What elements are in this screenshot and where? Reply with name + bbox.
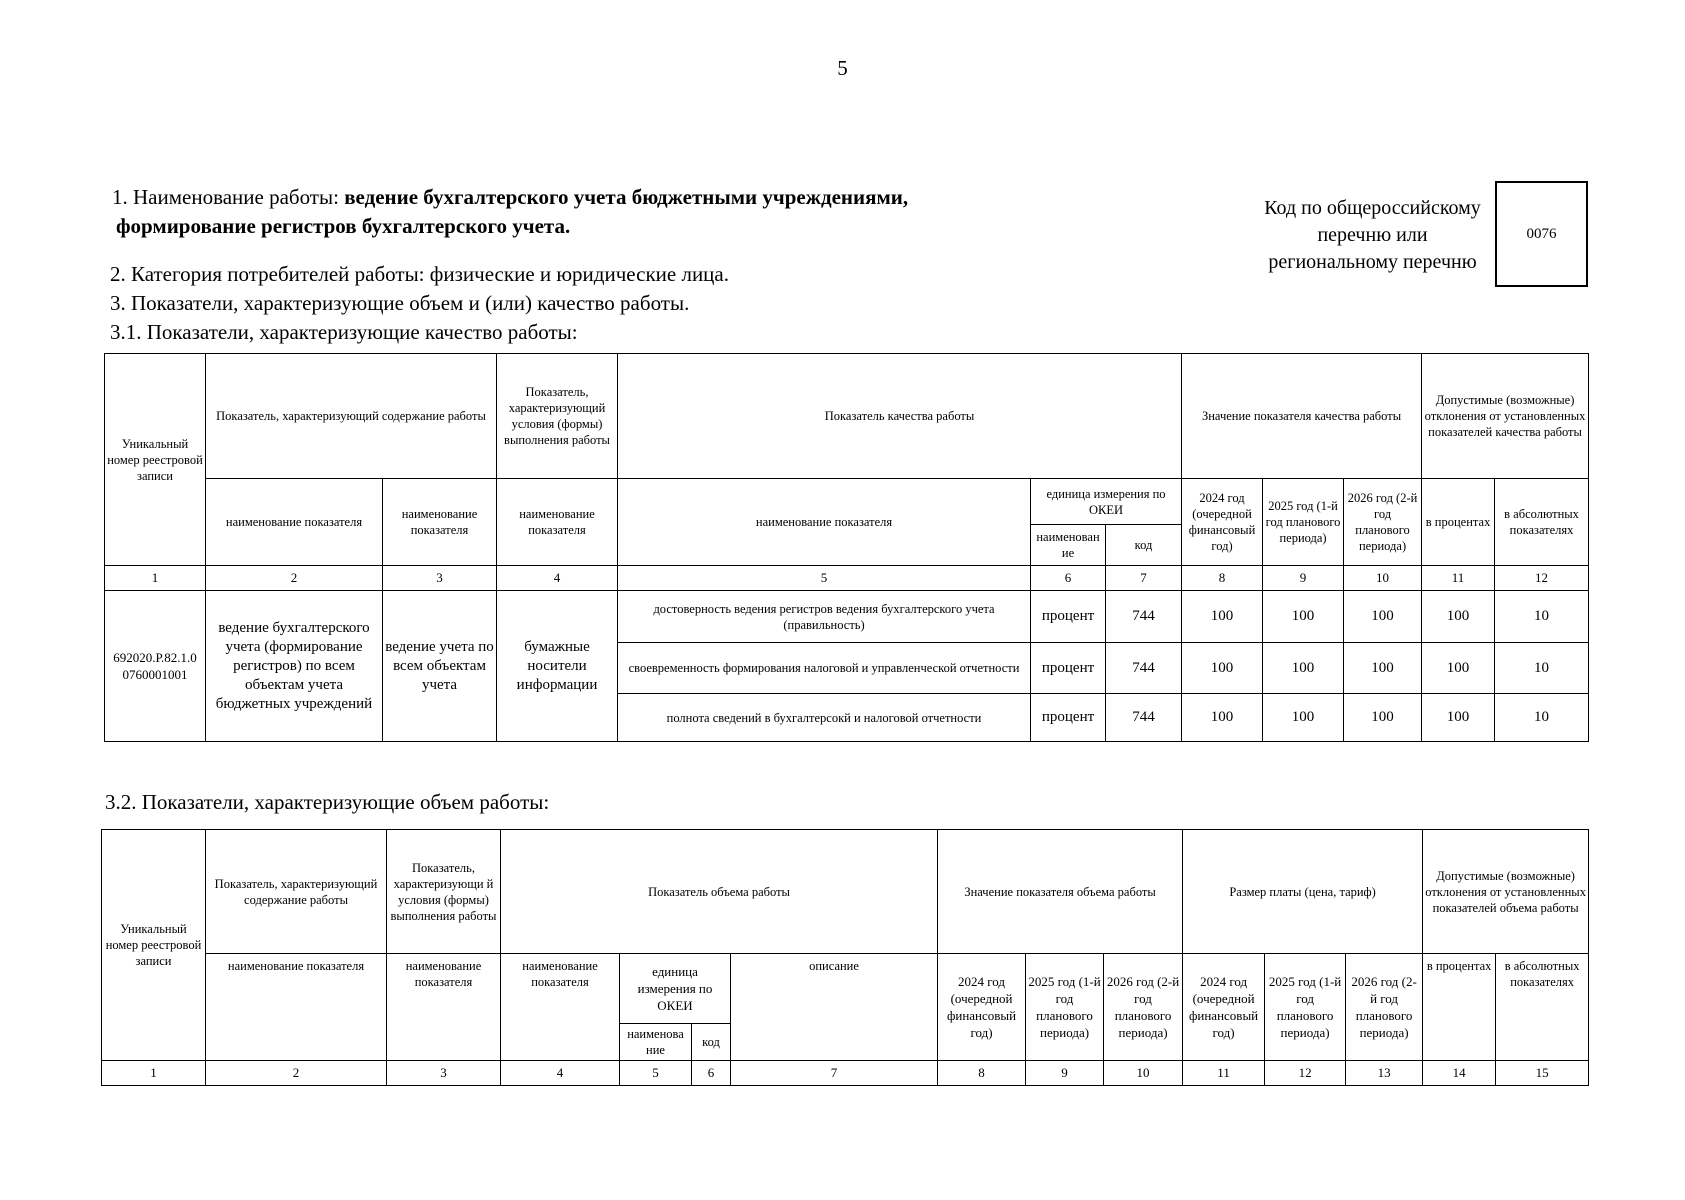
v-header-f2024: 2024 год (очередной финансовый год) <box>1183 954 1265 1061</box>
v-colnum: 11 <box>1183 1061 1265 1086</box>
q-row-code: 744 <box>1106 591 1182 643</box>
q-row-name: достоверность ведения регистров ведения бухгалтерского учета (правильность) <box>618 591 1031 643</box>
volume-table <box>101 829 1589 1086</box>
q-colnum: 10 <box>1344 566 1422 591</box>
v-header-y2026: 2026 год (2-й год планового периода) <box>1104 954 1183 1061</box>
v-colnum: 3 <box>387 1061 501 1086</box>
q-row-code: 744 <box>1106 694 1182 742</box>
q-row-y2025: 100 <box>1263 643 1344 694</box>
q-row-y2024: 100 <box>1182 694 1263 742</box>
work-name-line2 <box>116 213 570 240</box>
v-header-volume: Показатель объема работы <box>501 830 938 954</box>
q-header-content: Показатель, характеризующий содержание работы <box>206 354 497 479</box>
q-row-y2026: 100 <box>1344 643 1422 694</box>
work-name-line1 <box>112 184 908 211</box>
v-header-name1: наименование показателя <box>206 954 387 1061</box>
code-label <box>1255 195 1490 276</box>
q-row-y2026: 100 <box>1344 591 1422 643</box>
v-colnum: 5 <box>620 1061 692 1086</box>
q-header-y2026: 2026 год (2-й год планового периода) <box>1344 479 1422 566</box>
v-header-unit: единица измерения по ОКЕИ <box>620 954 731 1024</box>
q-colnum: 5 <box>618 566 1031 591</box>
code-label-line1: Код по общероссийскому <box>1264 197 1481 219</box>
q-row-unit: процент <box>1031 643 1106 694</box>
work-name-label: 1. Наименование работы: <box>112 185 345 209</box>
q-colnum: 12 <box>1495 566 1589 591</box>
q-header-pct: в процентах <box>1422 479 1495 566</box>
v-header-pct: в процентах <box>1423 954 1496 1061</box>
code-label-line3: региональному перечню <box>1268 251 1477 273</box>
indicators-heading: 3. Показатели, характеризующие объем и (или) качество работы. <box>110 291 690 315</box>
q-header-name2: наименование показателя <box>383 479 497 566</box>
q-header-deviation: Допустимые (возможные) отклонения от установленных показателей качества работы <box>1422 354 1589 479</box>
v-colnum: 14 <box>1423 1061 1496 1086</box>
q-colnum: 4 <box>497 566 618 591</box>
v-colnum: 7 <box>731 1061 938 1086</box>
page-number: 5 <box>837 56 848 80</box>
q-condition: бумажные носители информации <box>497 591 618 742</box>
v-header-content: Показатель, характеризующий содержание работы <box>206 830 387 954</box>
q-colnum: 3 <box>383 566 497 591</box>
code-box <box>1495 181 1588 287</box>
v-header-unique: Уникальный номер реестровой записи <box>102 830 206 1061</box>
q-header-unique: Уникальный номер реестровой записи <box>105 354 206 566</box>
q-header-y2025: 2025 год (1-й год планового периода) <box>1263 479 1344 566</box>
q-row-pct: 100 <box>1422 591 1495 643</box>
q-content2: ведение учета по всем объектам учета <box>383 591 497 742</box>
v-header-name3: наименование показателя <box>501 954 620 1061</box>
q-header-name3: наименование показателя <box>497 479 618 566</box>
volume-heading: 3.2. Показатели, характеризующие объем работы: <box>105 790 550 814</box>
v-header-unit-name: наименова ние <box>620 1024 692 1061</box>
quality-table <box>104 353 1589 742</box>
work-name-value-cont: формирование регистров бухгалтерского учета. <box>116 214 571 238</box>
q-row-name: своевременность формирования налоговой и управленческой отчетности <box>618 643 1031 694</box>
q-record-id: 692020.Р.82.1.0 0760001001 <box>105 591 206 742</box>
v-colnum: 8 <box>938 1061 1026 1086</box>
q-colnum: 11 <box>1422 566 1495 591</box>
v-colnum: 13 <box>1346 1061 1423 1086</box>
v-colnum: 1 <box>102 1061 206 1086</box>
q-row-unit: процент <box>1031 694 1106 742</box>
q-row-unit: процент <box>1031 591 1106 643</box>
v-header-f2025: 2025 год (1-й год планового периода) <box>1265 954 1346 1061</box>
q-header-condition: Показатель, характеризующий условия (формы) выполнения работы <box>497 354 618 479</box>
v-header-y2025: 2025 год (1-й год планового периода) <box>1026 954 1104 1061</box>
q-header-value: Значение показателя качества работы <box>1182 354 1422 479</box>
q-row-abs: 10 <box>1495 643 1589 694</box>
q-header-name1: наименование показателя <box>206 479 383 566</box>
v-colnum: 12 <box>1265 1061 1346 1086</box>
q-header-unit-code: код <box>1106 525 1182 566</box>
v-colnum: 9 <box>1026 1061 1104 1086</box>
v-colnum: 15 <box>1496 1061 1589 1086</box>
q-header-unit: единица измерения по ОКЕИ <box>1031 479 1182 525</box>
q-header-y2024: 2024 год (очередной финансовый год) <box>1182 479 1263 566</box>
q-colnum: 8 <box>1182 566 1263 591</box>
consumer-category: 2. Категория потребителей работы: физические и юридические лица. <box>110 262 729 286</box>
v-colnum: 10 <box>1104 1061 1183 1086</box>
q-colnum: 9 <box>1263 566 1344 591</box>
v-header-fee: Размер платы (цена, тариф) <box>1183 830 1423 954</box>
q-row-abs: 10 <box>1495 591 1589 643</box>
q-content: ведение бухгалтерского учета (формирование регистров) по всем объектам учета бюджетных учреждений <box>206 591 383 742</box>
q-row-name: полнота сведений в бухгалтерсокй и налоговой отчетности <box>618 694 1031 742</box>
v-header-abs: в абсолютных показателях <box>1496 954 1589 1061</box>
q-colnum: 7 <box>1106 566 1182 591</box>
q-header-quality: Показатель качества работы <box>618 354 1182 479</box>
v-header-desc: описание <box>731 954 938 1061</box>
q-row-y2026: 100 <box>1344 694 1422 742</box>
q-row-y2024: 100 <box>1182 591 1263 643</box>
v-colnum: 6 <box>692 1061 731 1086</box>
q-row-y2025: 100 <box>1263 694 1344 742</box>
quality-heading: 3.1. Показатели, характеризующие качество работы: <box>110 320 578 344</box>
v-header-value: Значение показателя объема работы <box>938 830 1183 954</box>
q-header-unit-name: наименован ие <box>1031 525 1106 566</box>
v-header-name2: наименование показателя <box>387 954 501 1061</box>
q-header-abs: в абсолютных показателях <box>1495 479 1589 566</box>
q-colnum: 6 <box>1031 566 1106 591</box>
q-colnum: 2 <box>206 566 383 591</box>
v-header-y2024: 2024 год (очередной финансовый год) <box>938 954 1026 1061</box>
q-row-y2025: 100 <box>1263 591 1344 643</box>
q-row-y2024: 100 <box>1182 643 1263 694</box>
q-colnum: 1 <box>105 566 206 591</box>
q-header-name4: наименование показателя <box>618 479 1031 566</box>
q-row-abs: 10 <box>1495 694 1589 742</box>
q-row-pct: 100 <box>1422 694 1495 742</box>
code-value: 0076 <box>1526 225 1557 242</box>
code-label-line2: перечню или <box>1317 224 1428 246</box>
v-header-deviation: Допустимые (возможные) отклонения от установленных показателей объема работы <box>1423 830 1589 954</box>
v-header-condition: Показатель, характеризующи й условия (формы) выполнения работы <box>387 830 501 954</box>
q-row-pct: 100 <box>1422 643 1495 694</box>
q-row-code: 744 <box>1106 643 1182 694</box>
v-colnum: 2 <box>206 1061 387 1086</box>
v-header-unit-code: код <box>692 1024 731 1061</box>
v-colnum: 4 <box>501 1061 620 1086</box>
work-name-value: ведение бухгалтерского учета бюджетными учреждениями, <box>344 185 909 209</box>
v-header-f2026: 2026 год (2-й год планового периода) <box>1346 954 1423 1061</box>
